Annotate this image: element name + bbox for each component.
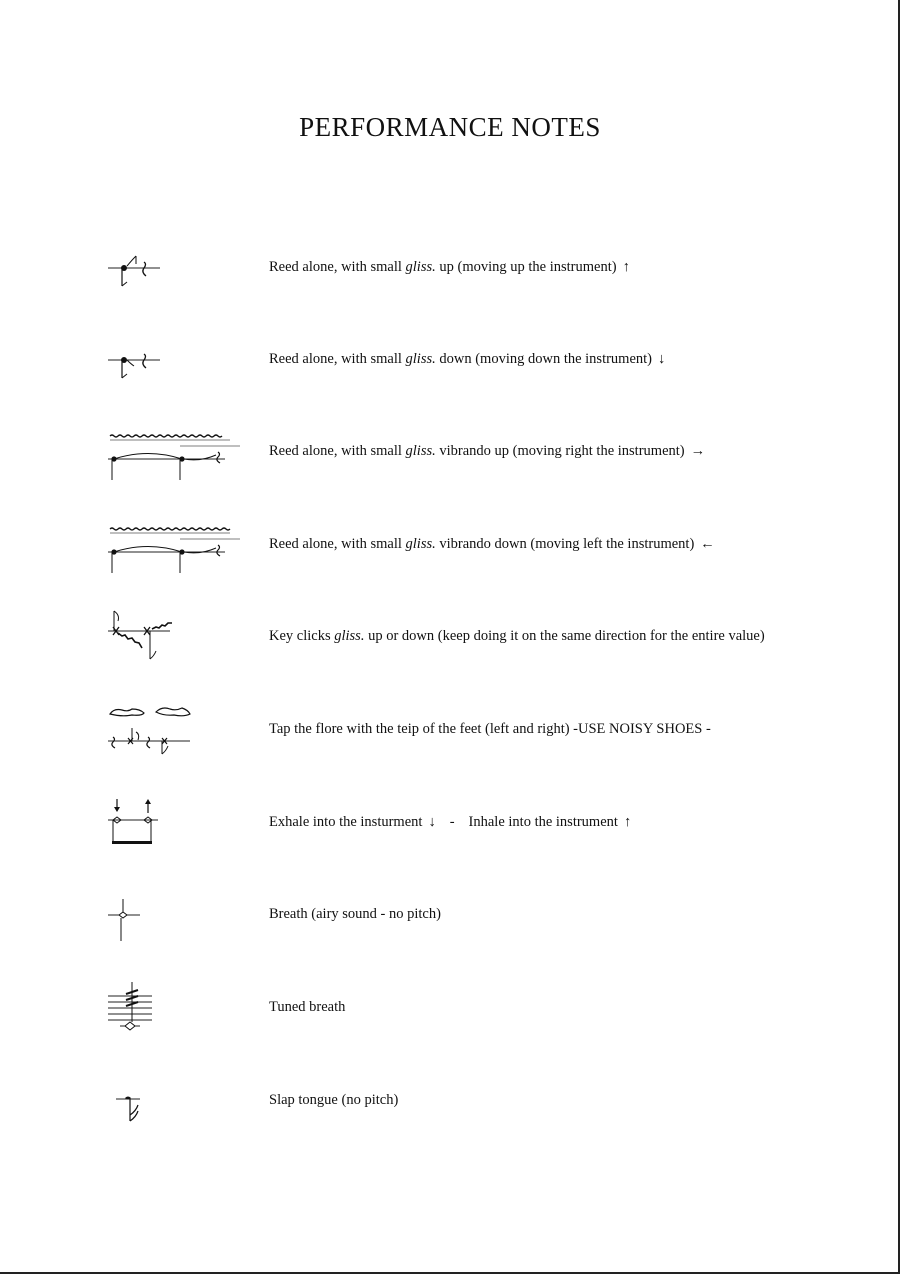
note-row-key-clicks (0, 607, 900, 667)
breath-symbol (100, 885, 250, 945)
note-row-breath (0, 885, 900, 945)
reed-vibrando-down-symbol (100, 515, 250, 575)
arrow-down-icon: ↓ (428, 814, 436, 830)
arrow-left-icon: ← (700, 536, 715, 552)
arrow-up-icon: ↑ (622, 259, 630, 275)
reed-gliss-down-symbol (100, 330, 250, 390)
page-title: PERFORMANCE NOTES (299, 112, 601, 142)
note-row-foot-tap (0, 700, 900, 760)
foot-tap-symbol (100, 700, 250, 760)
reed-gliss-up-symbol (100, 238, 250, 298)
slap-tongue-symbol (100, 1071, 250, 1131)
key-clicks-gliss-symbol (100, 607, 250, 667)
note-text: Reed alone, with small gliss. up (moving up the instrument) ↑ (269, 259, 630, 275)
note-row-reed-vibrando-down (0, 515, 900, 575)
note-text: Tap the flore with the teip of the feet (left and right) -USE NOISY SHOES - (269, 721, 711, 737)
arrow-right-icon: → (690, 443, 706, 459)
note-text: Reed alone, with small gliss. vibrando down (moving left the instrument) ← (269, 536, 715, 552)
arrow-down-icon: ↓ (658, 351, 666, 367)
tuned-breath-symbol (100, 978, 250, 1038)
arrow-up-icon: ↑ (623, 814, 632, 830)
note-row-reed-gliss-up (0, 238, 900, 298)
note-row-exhale-inhale (0, 793, 900, 853)
note-text: Tuned breath (269, 999, 346, 1015)
note-row-reed-vibrando-up (0, 422, 900, 482)
note-text: Exhale into the insturment ↓ - Inhale into the instrument ↑ (269, 814, 632, 830)
note-text: Key clicks gliss. up or down (keep doing it on the same direction for the entire value) (269, 628, 765, 644)
reed-vibrando-up-symbol (100, 422, 250, 482)
note-text: Reed alone, with small gliss. vibrando up (moving right the instrument) → (269, 443, 706, 459)
note-row-reed-gliss-down (0, 330, 900, 390)
note-row-tuned-breath (0, 978, 900, 1038)
note-text: Reed alone, with small gliss. down (moving down the instrument) ↓ (269, 351, 666, 367)
exhale-inhale-symbol (100, 793, 250, 853)
note-row-slap-tongue (0, 1071, 900, 1131)
note-text: Slap tongue (no pitch) (269, 1092, 399, 1108)
note-text: Breath (airy sound - no pitch) (269, 906, 441, 922)
